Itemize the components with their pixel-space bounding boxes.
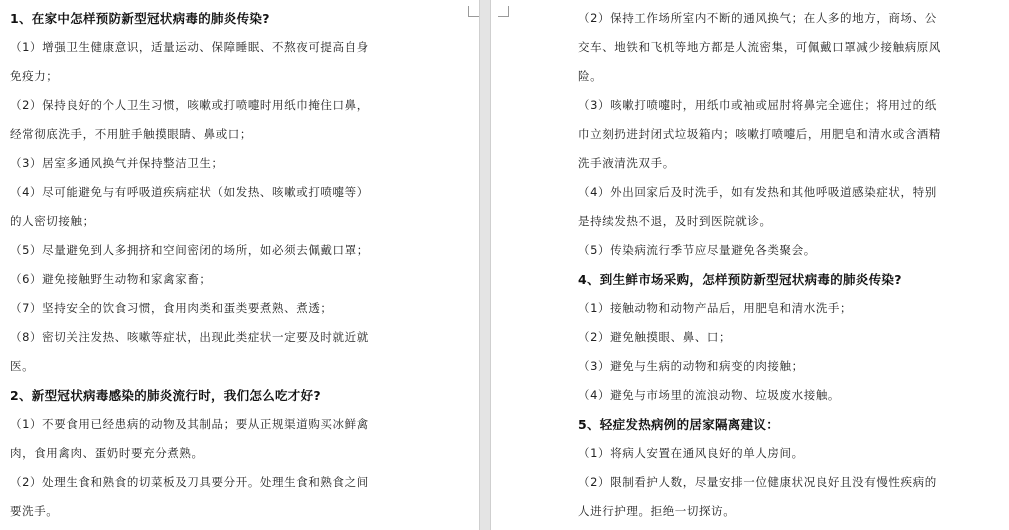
paragraph-line: （2）处理生食和熟食的切菜板及刀具要分开。处理生食和熟食之间 <box>10 475 369 489</box>
crop-mark-top-right <box>468 6 479 17</box>
paragraph-line: 洗手液清洗双手。 <box>578 156 675 170</box>
paragraph-line: （1）将病人安置在通风良好的单人房间。 <box>578 446 804 460</box>
paragraph-line: （5）传染病流行季节应尽量避免各类聚会。 <box>578 243 816 257</box>
section-heading: 2、新型冠状病毒感染的肺炎流行时，我们怎么吃才好? <box>10 388 321 403</box>
paragraph-line: （1）不要食用已经患病的动物及其制品；要从正规渠道购买冰鲜禽 <box>10 417 369 431</box>
paragraph-line: （7）坚持安全的饮食习惯，食用肉类和蛋类要煮熟、煮透； <box>10 301 333 315</box>
paragraph-line: （4）尽可能避免与有呼吸道疾病症状（如发热、咳嗽或打喷嚏等） <box>10 185 369 199</box>
crop-mark-top-left <box>498 6 509 17</box>
paragraph-line: （6）避免接触野生动物和家禽家畜； <box>10 272 212 286</box>
paragraph-line: （2）避免触摸眼、鼻、口； <box>578 330 732 344</box>
paragraph-line: （1）增强卫生健康意识，适量运动、保障睡眠、不熬夜可提高自身 <box>10 40 369 54</box>
paragraph-line: 要洗手。 <box>10 504 59 518</box>
paragraph-line: 险。 <box>578 69 603 83</box>
paragraph-line: 交车、地铁和飞机等地方都是人流密集，可佩戴口罩减少接触病原风 <box>578 40 941 54</box>
section-heading: 1、在家中怎样预防新型冠状病毒的肺炎传染? <box>10 11 270 26</box>
paragraph-line: 肉，食用禽肉、蛋奶时要充分煮熟。 <box>10 446 204 460</box>
paragraph-line: 巾立刻扔进封闭式垃圾箱内；咳嗽打喷嚏后，用肥皂和清水或含酒精 <box>578 127 941 141</box>
paragraph-line: （3）避免与生病的动物和病变的肉接触； <box>578 359 804 373</box>
section-heading: 4、到生鲜市场采购，怎样预防新型冠状病毒的肺炎传染? <box>578 272 902 287</box>
paragraph-line: （2）保持良好的个人卫生习惯，咳嗽或打喷嚏时用纸巾掩住口鼻， <box>10 98 369 112</box>
left-page <box>0 0 470 530</box>
paragraph-line: 经常彻底洗手，不用脏手触摸眼睛、鼻或口； <box>10 127 252 141</box>
paragraph-line: 医。 <box>10 359 35 373</box>
paragraph-line: （4）避免与市场里的流浪动物、垃圾废水接触。 <box>578 388 841 402</box>
page-gap <box>479 0 491 530</box>
paragraph-line: （2）限制看护人数，尽量安排一位健康状况良好且没有慢性疾病的 <box>578 475 937 489</box>
right-page <box>495 0 1009 530</box>
paragraph-line: 免疫力； <box>10 69 59 83</box>
paragraph-line: （8）密切关注发热、咳嗽等症状，出现此类症状一定要及时就近就 <box>10 330 369 344</box>
paragraph-line: （5）尽量避免到人多拥挤和空间密闭的场所，如必须去佩戴口罩； <box>10 243 369 257</box>
paragraph-line: （4）外出回家后及时洗手，如有发热和其他呼吸道感染症状，特别 <box>578 185 937 199</box>
paragraph-line: （1）接触动物和动物产品后，用肥皂和清水洗手； <box>578 301 853 315</box>
paragraph-line: 的人密切接触； <box>10 214 95 228</box>
paragraph-line: （3）居室多通风换气并保持整洁卫生； <box>10 156 224 170</box>
paragraph-line: 人进行护理。拒绝一切探访。 <box>578 504 736 518</box>
paragraph-line: （3）咳嗽打喷嚏时，用纸巾或袖或屈肘将鼻完全遮住；将用过的纸 <box>578 98 937 112</box>
paragraph-line: 是持续发热不退，及时到医院就诊。 <box>578 214 772 228</box>
section-heading: 5、轻症发热病例的居家隔离建议： <box>578 417 779 432</box>
paragraph-line: （2）保持工作场所室内不断的通风换气；在人多的地方，商场、公 <box>578 11 937 25</box>
